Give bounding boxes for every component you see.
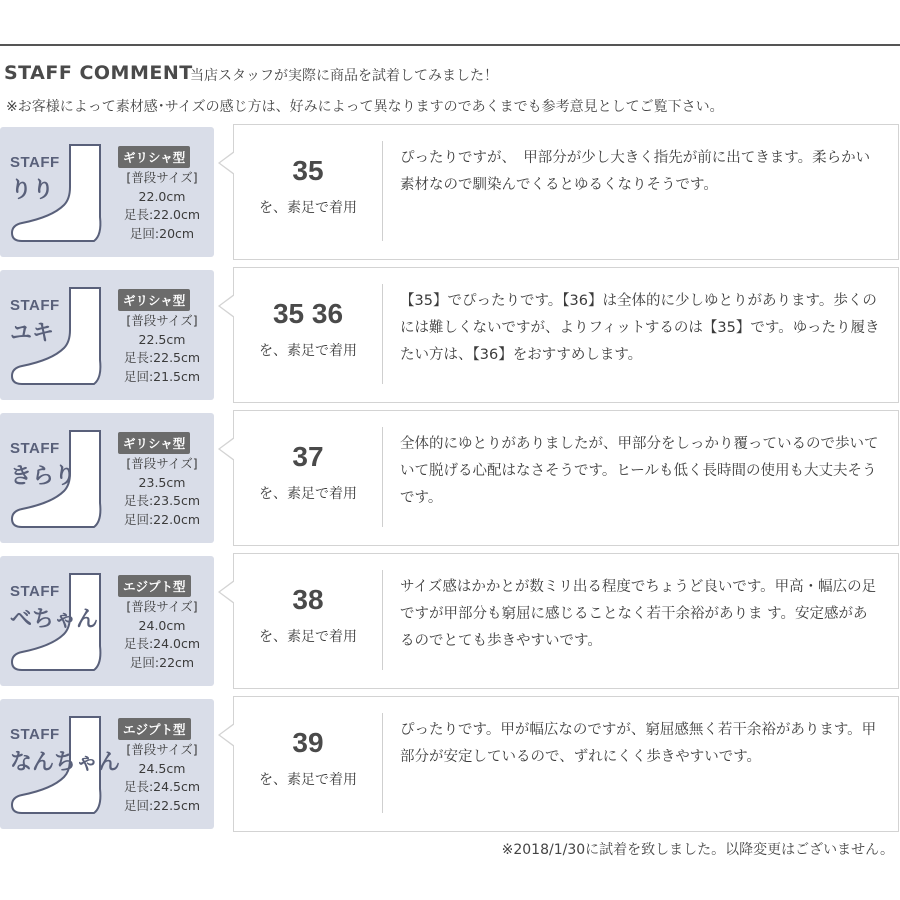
comment-box [233,410,899,546]
usual-size-value: 24.0cm [138,617,186,633]
foot-length: 足長:24.0cm [123,636,201,651]
foot-girth: 足回:22cm [129,654,195,670]
staff-name: ユキ [10,321,55,346]
foot-type-badge: ギリシャ型 [118,289,190,311]
usual-size-label: [普段サイズ] [126,313,198,328]
tried-size: 38 [292,584,324,615]
worn-barefoot-label: を、素足で着用 [259,629,357,645]
size-specs [112,741,212,815]
vertical-divider [382,141,383,241]
staff-card [0,699,214,829]
staff-name: りり [10,178,55,203]
staff-card [0,556,214,686]
tried-size: 39 [292,727,324,758]
usual-size-value: 22.0cm [138,188,186,204]
usual-size-label: [普段サイズ] [126,456,198,471]
page-title: STAFF COMMENT [4,62,193,84]
vertical-divider [382,284,383,384]
foot-type-badge: ギリシャ型 [118,146,190,168]
usual-size-value: 23.5cm [138,474,186,490]
comment-text: サイズ感はかかとが数ミリ出る程度でちょうど良いです。甲高・幅広の足ですが甲部分も窮屈に感じることなく若干余裕がありま す。安定感があるのでとても歩きやすいです。 [400,579,877,649]
vertical-divider [382,570,383,670]
comment-box [233,553,899,689]
staff-card [0,270,214,400]
foot-type-badge: エジプト型 [118,575,191,597]
foot-girth: 足回:22.0cm [123,511,201,527]
speech-pointer-inner [220,295,235,317]
footer-note: ※2018/1/30に試着を致しました。以降変更はございません。 [501,842,894,858]
staff-row [0,127,900,257]
staff-row [0,270,900,400]
usual-size-label: [普段サイズ] [126,742,198,757]
usual-size-value: 22.5cm [138,331,186,347]
usual-size-value: 24.5cm [138,760,186,776]
staff-row [0,556,900,686]
page-subtitle: 当店スタッフが実際に商品を試着してみました！ [190,68,498,84]
speech-pointer-inner [220,724,235,746]
staff-row [0,699,900,829]
staff-label: STAFF [10,154,60,171]
staff-card [0,413,214,543]
staff-label: STAFF [10,726,60,743]
comment-text: ぴったりですが、 甲部分が少し大きく指先が前に出てきます。柔らかい素材なので馴染んでくるとゆるくなりそうです。 [400,150,871,193]
usual-size-label: [普段サイズ] [126,170,198,185]
vertical-divider [382,427,383,527]
speech-pointer-inner [220,438,235,460]
usual-size-label: [普段サイズ] [126,599,198,614]
staff-card [0,127,214,257]
staff-row [0,413,900,543]
worn-barefoot-label: を、素足で着用 [259,343,357,359]
staff-label: STAFF [10,440,60,457]
worn-barefoot-label: を、素足で着用 [259,200,357,216]
staff-label: STAFF [10,583,60,600]
comment-text: 全体的にゆとりがありましたが、甲部分をしっかり覆っているので歩いていて脱げる心配はなさそうです。ヒールも低く長時間の使用も大丈夫そうです。 [400,436,879,506]
foot-girth: 足回:20cm [129,225,195,241]
comment-text: ぴったりです。甲が幅広なのですが、窮屈感無く若干余裕があります。甲部分が安定しているので、ずれにくく歩きやすいです。 [400,722,877,765]
foot-length: 足長:24.5cm [123,779,201,794]
comment-box [233,124,899,260]
top-divider [0,44,900,46]
disclaimer-note: ※お客様によって素材感･サイズの感じ方は、好みによって異なりますのであくまでも参考意見としてご覧下さい。 [6,99,724,115]
tried-size: 35 36 [272,298,344,329]
staff-name: べちゃん [10,607,99,632]
size-specs [112,312,212,386]
comment-box [233,696,899,832]
vertical-divider [382,713,383,813]
speech-pointer-inner [220,152,235,174]
foot-length: 足長:23.5cm [123,493,201,508]
size-specs [112,598,212,672]
staff-name: なんちゃん [10,750,121,775]
speech-pointer-inner [220,581,235,603]
staff-name: きらり [10,464,77,489]
worn-barefoot-label: を、素足で着用 [259,486,357,502]
foot-type-badge: エジプト型 [118,718,191,740]
foot-girth: 足回:21.5cm [123,368,201,384]
foot-length: 足長:22.0cm [123,207,201,222]
comment-text: 【35】でぴったりです。【36】は全体的に少しゆとりがあります。歩くのには難しくないですが、よりフィットするのは【35】です。ゆったり履きたい方は、【36】をおすすめします。 [400,293,880,363]
foot-type-badge: ギリシャ型 [118,432,190,454]
size-specs [112,169,212,243]
tried-size: 35 [292,155,324,186]
comment-box [233,267,899,403]
foot-length: 足長:22.5cm [123,350,201,365]
foot-girth: 足回:22.5cm [123,797,201,813]
tried-size: 37 [292,441,324,472]
staff-label: STAFF [10,297,60,314]
worn-barefoot-label: を、素足で着用 [259,772,357,788]
size-specs [112,455,212,529]
